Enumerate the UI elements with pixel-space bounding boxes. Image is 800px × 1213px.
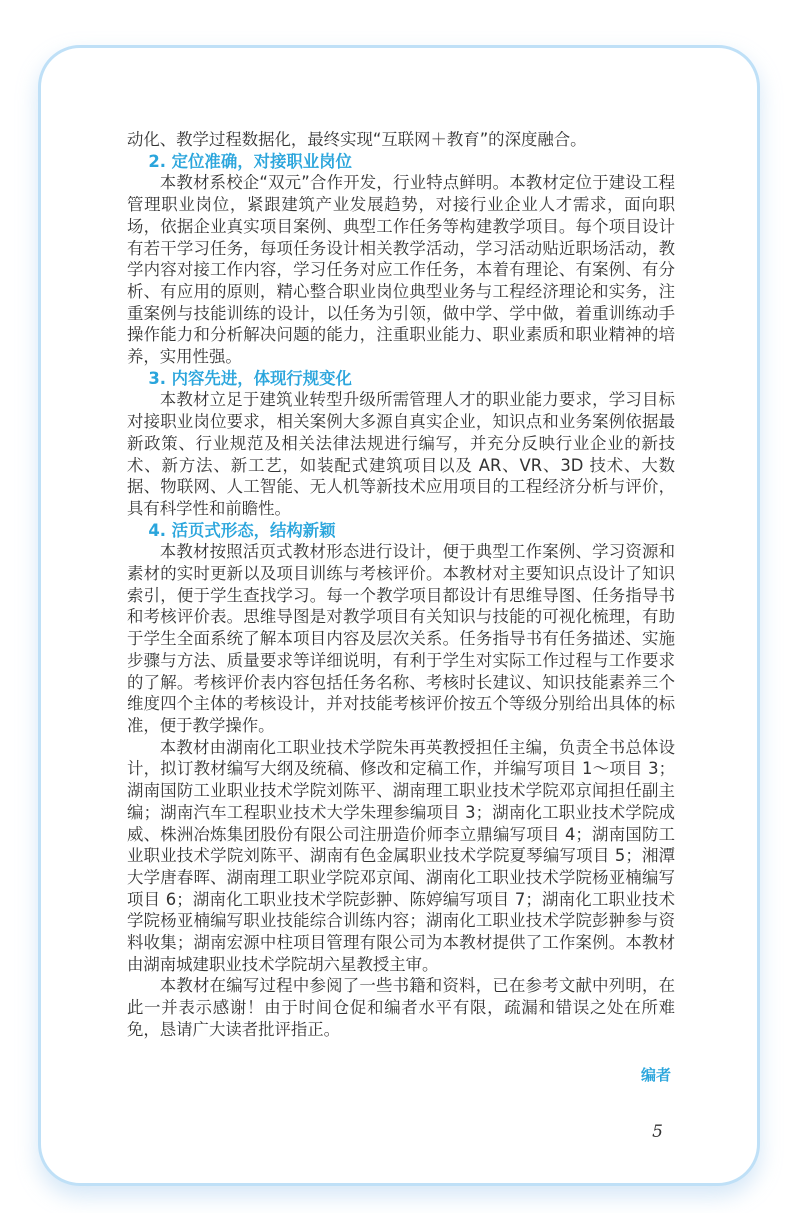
section-body-2: 本教材系校企“双元”合作开发，行业特点鲜明。本教材定位于建设工程管理职业岗位，紧跟建筑产业发展趋势，对接行业企业人才需求，面向职场，依据企业真实项目案例、典型工作任务等构建教学项目。每个项目设计有若干学习任务，每项任务设计相关教学活动，学习活动贴近职场活动，教学内容对接工作内容，学习任务对应工作任务，本着有理论、有案例、有分析、有应用的原则，精心整合职业岗位典型业务与工程经济理论和实务，注重案例与技能训练的设计，以任务为引领，做中学、学中做，着重训练动手操作能力和分析解决问题的能力，注重职业能力、职业素质和职业精神的培养，实用性强。 <box>127 173 675 367</box>
section-heading-2: 2. 定位准确，对接职业岗位 <box>148 151 352 171</box>
page-content <box>127 129 675 1143</box>
signature: 编者 <box>640 1065 671 1084</box>
page-number: 5 <box>652 1121 663 1142</box>
intro-tail-paragraph: 动化、教学过程数据化，最终实现“互联网＋教育”的深度融合。 <box>127 130 587 149</box>
section-body-3: 本教材立足于建筑业转型升级所需管理人才的职业能力要求，学习目标对接职业岗位要求，相关案例大多源自真实企业，知识点和业务案例依据最新政策、行业规范及相关法律法规进行编写，并充分反映行业企业的新技术、新方法、新工艺，如装配式建筑项目以及 AR、VR、3D 技术、大数据、物联网、人工智能、无人机等新技术应用项目的工程经济分析与评价，具有科学性和前瞻性。 <box>127 390 675 518</box>
page-card <box>38 45 760 1186</box>
section-heading-3: 3. 内容先进，体现行规变化 <box>148 368 352 388</box>
section-heading-4: 4. 活页式形态，结构新颖 <box>148 520 336 540</box>
thanks-paragraph: 本教材在编写过程中参阅了一些书籍和资料，已在参考文献中列明，在此一并表示感谢！由于时间仓促和编者水平有限，疏漏和错误之处在所难免，恳请广大读者批评指正。 <box>127 976 675 1039</box>
section-body-4: 本教材按照活页式教材形态进行设计，便于典型工作案例、学习资源和素材的实时更新以及项目训练与考核评价。本教材对主要知识点设计了知识索引，便于学生查找学习。每一个教学项目都设计有思维导图、任务指导书和考核评价表。思维导图是对教学项目有关知识与技能的可视化梳理，有助于学生全面系统了解本项目内容及层次关系。任务指导书有任务描述、实施步骤与方法、质量要求等详细说明，有利于学生对实际工作过程与工作要求的了解。考核评价表内容包括任务名称、考核时长建议、知识技能素养三个维度四个主体的考核设计，并对技能考核评价按五个等级分别给出具体的标准，便于教学操作。 <box>127 542 675 735</box>
authors-paragraph: 本教材由湖南化工职业技术学院朱再英教授担任主编，负责全书总体设计，拟订教材编写大纲及统稿、修改和定稿工作，并编写项目 1～项目 3；湖南国防工业职业技术学院刘陈平、湖南理工职业技术学院邓京闻担任副主编；湖南汽车工程职业技术大学朱理参编项目 3；湖南化工职业技术学院成威、株洲冶炼集团股份有限公司注册造价师李立鼎编写项目 4；湖南国防工业职业技术学院刘陈平、湖南有色金属职业技术学院夏琴编写项目 5；湘潭大学唐春晖、湖南理工职业学院邓京闻、湖南化工职业技术学院杨亚楠编写项目 6；湖南化工职业技术学院彭翀、陈婷编写项目 7；湖南化工职业技术学院杨亚楠编写职业技能综合训练内容；湖南化工职业技术学院彭翀参与资料收集；湖南宏源中柱项目管理有限公司为本教材提供了工作案例。本教材由湖南城建职业技术学院胡六星教授主审。 <box>127 737 675 974</box>
